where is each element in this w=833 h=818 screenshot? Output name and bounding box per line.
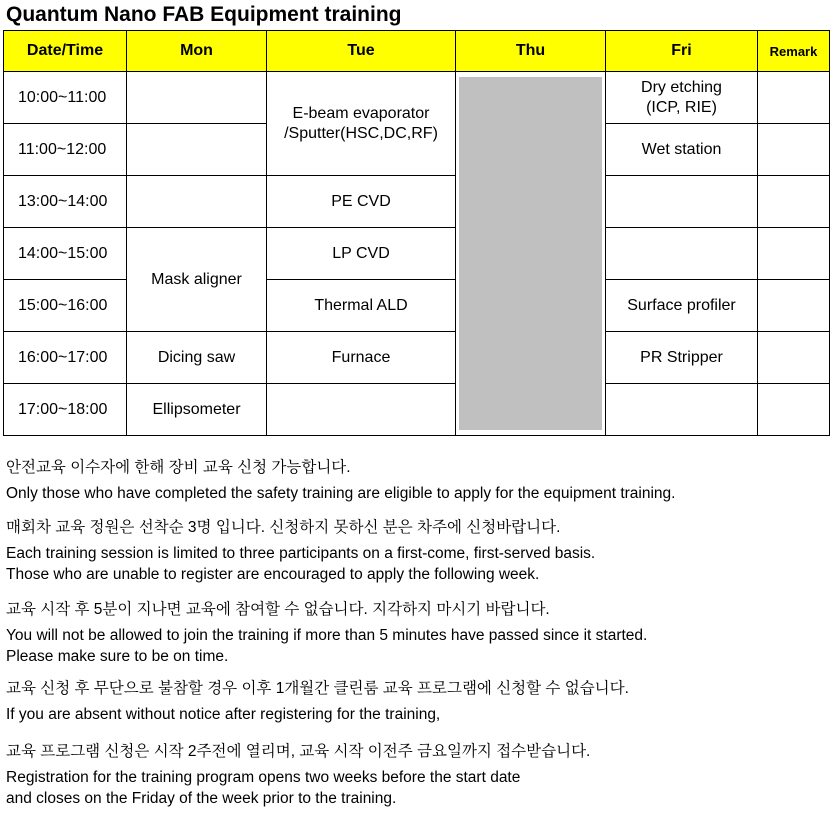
thu-blocked-cell	[456, 72, 606, 436]
time-cell: 14:00~15:00	[4, 228, 127, 280]
note-en: Those who are unable to register are encouraged to apply the following week.	[6, 566, 540, 583]
note-kr: 교육 시작 후 5분이 지나면 교육에 참여할 수 없습니다. 지각하지 마시기 바랍니다.	[6, 601, 550, 618]
note-en: If you are absent without notice after registering for the training,	[6, 706, 441, 723]
table-row	[4, 228, 830, 280]
time-cell: 16:00~17:00	[4, 332, 127, 384]
tue-ebeam-cell	[267, 72, 456, 176]
header-thu: Thu	[456, 31, 606, 72]
header-mon: Mon	[127, 31, 267, 72]
ebeam-label-line1: E-beam evaporator	[292, 104, 430, 122]
header-fri: Fri	[606, 31, 758, 72]
dry-etching-line1: Dry etching	[641, 78, 722, 96]
tue-cell-empty	[267, 384, 456, 436]
tue-furnace-cell: Furnace	[267, 332, 456, 384]
page-title: Quantum Nano FAB Equipment training	[6, 3, 402, 26]
note-2	[6, 517, 595, 585]
fri-cell-empty	[606, 384, 758, 436]
ebeam-label-line2: /Sputter(HSC,DC,RF)	[284, 124, 438, 142]
remark-cell	[758, 384, 830, 436]
mon-dicing-saw-cell: Dicing saw	[127, 332, 267, 384]
time-cell: 10:00~11:00	[4, 72, 127, 124]
remark-cell	[758, 228, 830, 280]
note-4	[6, 678, 629, 725]
remark-cell	[758, 280, 830, 332]
fri-cell-empty	[606, 176, 758, 228]
remark-cell	[758, 176, 830, 228]
dry-etching-line2: (ICP, RIE)	[646, 98, 717, 116]
fri-pr-stripper-cell: PR Stripper	[606, 332, 758, 384]
remark-cell	[758, 332, 830, 384]
tue-thermal-ald-cell: Thermal ALD	[267, 280, 456, 332]
fri-surface-profiler-cell: Surface profiler	[606, 280, 758, 332]
note-en: Each training session is limited to three participants on a first-come, first-served basis.	[6, 545, 596, 562]
note-en: Registration for the training program opens two weeks before the start date	[6, 769, 521, 786]
table-row	[4, 176, 830, 228]
mon-mask-aligner-cell: Mask aligner	[127, 228, 267, 332]
note-en: You will not be allowed to join the training if more than 5 minutes have passed since it started.	[6, 627, 648, 644]
remark-cell	[758, 72, 830, 124]
fri-wet-station-cell: Wet station	[606, 124, 758, 176]
remark-cell	[758, 124, 830, 176]
schedule-table	[3, 30, 830, 436]
time-cell: 17:00~18:00	[4, 384, 127, 436]
header-tue: Tue	[267, 31, 456, 72]
header-remark: Remark	[758, 31, 830, 72]
tue-pecvd-cell: PE CVD	[267, 176, 456, 228]
note-en: Please make sure to be on time.	[6, 648, 229, 665]
mon-cell-empty	[127, 176, 267, 228]
table-row	[4, 72, 830, 124]
mon-ellipsometer-cell: Ellipsometer	[127, 384, 267, 436]
fri-cell-empty	[606, 228, 758, 280]
note-kr: 교육 신청 후 무단으로 불참할 경우 이후 1개월간 클린룸 교육 프로그램에 신청할 수 없습니다.	[6, 680, 629, 697]
note-1	[6, 457, 675, 504]
time-cell: 15:00~16:00	[4, 280, 127, 332]
header-date-time: Date/Time	[4, 31, 127, 72]
time-cell: 11:00~12:00	[4, 124, 127, 176]
time-cell: 13:00~14:00	[4, 176, 127, 228]
note-en: Only those who have completed the safety training are eligible to apply for the equipment training.	[6, 485, 676, 502]
note-3	[6, 599, 647, 667]
header-row	[4, 31, 830, 72]
fri-dry-etching-cell	[606, 72, 758, 124]
note-en: and closes on the Friday of the week prior to the training.	[6, 790, 397, 807]
note-kr: 안전교육 이수자에 한해 장비 교육 신청 가능합니다.	[6, 459, 351, 476]
mon-cell-empty	[127, 72, 267, 124]
table-row	[4, 384, 830, 436]
thu-blocked-block	[459, 77, 602, 430]
note-kr: 교육 프로그램 신청은 시작 2주전에 열리며, 교육 시작 이전주 금요일까지 접수받습니다.	[6, 743, 591, 760]
mon-cell-empty	[127, 124, 267, 176]
note-5	[6, 741, 590, 809]
note-kr: 매회차 교육 정원은 선착순 3명 입니다. 신청하지 못하신 분은 차주에 신청바랍니다.	[6, 519, 561, 536]
table-row	[4, 332, 830, 384]
tue-lpcvd-cell: LP CVD	[267, 228, 456, 280]
